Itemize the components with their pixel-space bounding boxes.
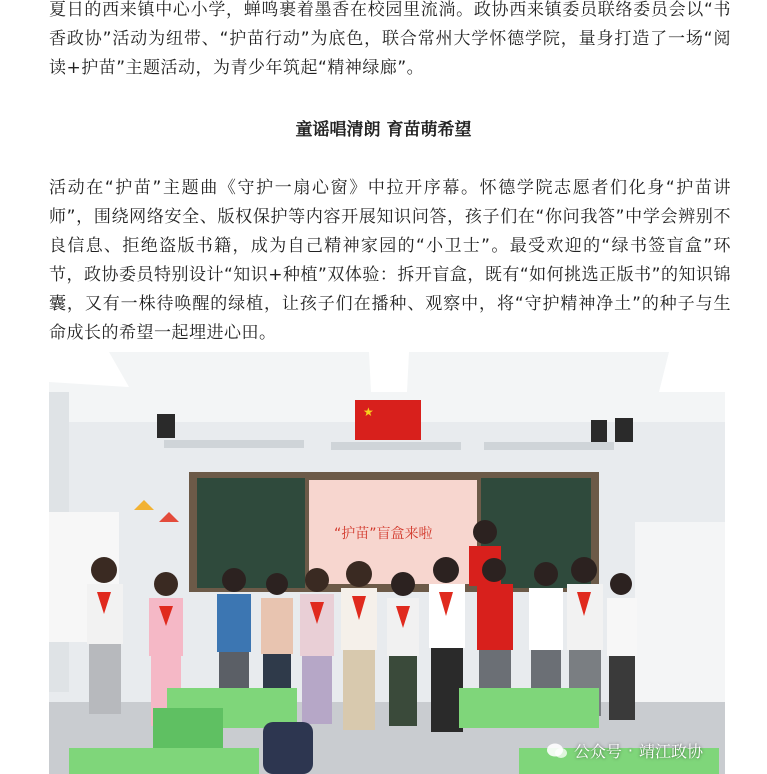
section-heading: 童谣唱清朗 育苗萌希望 xyxy=(295,120,472,140)
intro-paragraph: 夏日的西来镇中心小学，蝉鸣裹着墨香在校园里流淌。政协西来镇委员联络委员会以“书香政协”活动为纽带、“护苗行动”为底色，联合常州大学怀德学院，量身打造了一场“阅读+护苗”主题活动，为青少年筑起“精神绿廊”。 xyxy=(49,0,731,78)
svg-text:★: ★ xyxy=(363,405,374,419)
flag-icon xyxy=(355,400,421,440)
wall-cabinet xyxy=(635,522,725,712)
watermark-app: 公众号 xyxy=(573,742,622,761)
speaker-left xyxy=(157,414,175,438)
speaker-right-2 xyxy=(615,418,633,442)
wechat-icon xyxy=(546,742,568,760)
classroom-scene xyxy=(49,352,725,774)
body-paragraph: 活动在“护苗”主题曲《守护一扇心窗》中拉开序幕。怀德学院志愿者们化身“护苗讲师”，围绕网络安全、版权保护等内容开展知识问答，孩子们在“你问我答”中学会辨别不良信息、拒绝盗版书籍，成为自己精神家园的“小卫士”。最受欢迎的“绿书签盲盒”环节，政协委员特别设计“知识+种植”双体验：拆开盲盒，既有“如何挑选正版书”的知识锦囊，又有一株待唤醒的绿植，让孩子们在播种、观察中，将“守护精神净土”的种子与生命成长的希望一起埋进心田。 xyxy=(49,178,731,343)
poster-title: “护苗”盲盒来啦 xyxy=(334,526,433,542)
ceiling-light-right xyxy=(659,352,725,392)
speaker-right-1 xyxy=(591,420,607,442)
ceiling-light-center xyxy=(369,352,409,392)
backpack xyxy=(263,722,313,774)
classroom-photo xyxy=(49,352,725,774)
blackboard-left xyxy=(197,478,305,588)
watermark xyxy=(546,739,703,762)
watermark-separator: · xyxy=(627,741,633,760)
watermark-name: 靖江政协 xyxy=(638,742,703,761)
